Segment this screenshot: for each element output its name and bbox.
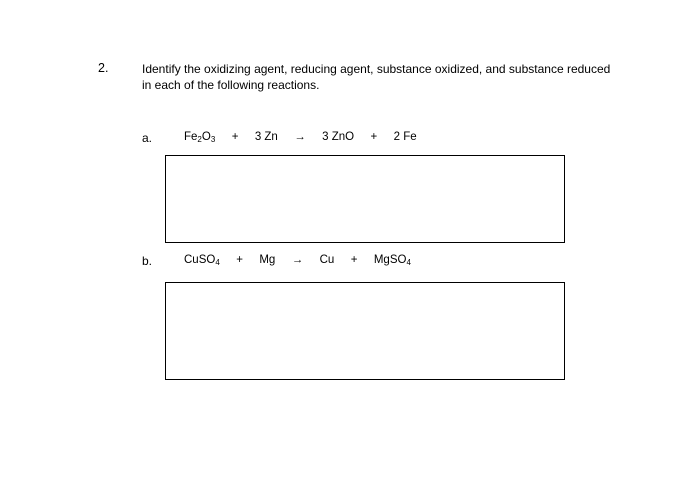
part-b-label: b. [142,254,153,268]
equation-b-reactant-2: Mg [259,254,276,266]
equation-a-plus-1: + [231,131,239,143]
equation-b-product-1: Cu [319,254,335,266]
equation-a-reactant-2: 3 Zn [254,131,278,143]
equation-a-arrow-icon: → [294,131,306,143]
equation-b [184,254,411,266]
question-prompt: Identify the oxidizing agent, reducing agent, substance oxidized, and substance reduced in each of the following reactions. [142,62,611,92]
equation-a [184,131,417,143]
equation-b-reactant-1: CuSO$_4$ [184,254,220,267]
equation-a-plus-2: + [370,131,378,143]
question-number: 2. [98,61,109,75]
part-a-label: a. [142,131,153,145]
equation-b-product-2: MgSO$_4$ [373,254,411,267]
equation-b-arrow-icon: → [291,254,304,266]
equation-a-reactant-1: $Fe_2O_3$ [184,131,216,144]
answer-box-b[interactable] [165,282,565,380]
equation-b-plus-1: + [236,254,243,266]
answer-box-a[interactable] [165,155,565,243]
equation-a-product-1: 3 ZnO [322,131,355,143]
equation-a-product-2: 2 Fe [393,131,417,143]
equation-b-plus-2: + [350,254,358,266]
